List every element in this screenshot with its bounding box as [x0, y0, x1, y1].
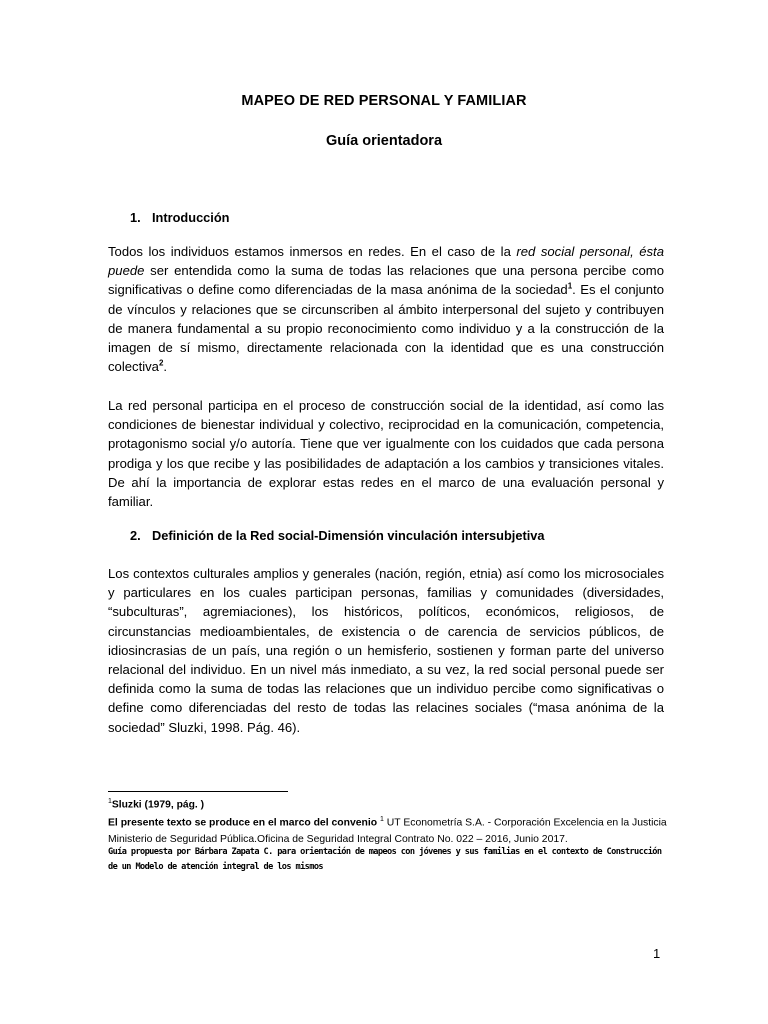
section-number: 2.	[130, 528, 141, 543]
footnote-mark: 1	[379, 816, 384, 823]
section-heading-introduccion	[130, 210, 230, 225]
paragraph-text: Todos los individuos estamos inmersos en redes. En el caso de la	[108, 244, 517, 259]
section-title: Introducción	[152, 210, 230, 225]
footnote-ref: 1	[567, 282, 573, 292]
document-title: MAPEO DE RED PERSONAL Y FAMILIAR	[241, 93, 527, 109]
page-number: 1	[653, 946, 661, 961]
footnote-3: Guía propuesta por Bárbara Zapata C. para orientación de mapeos con jóvenes y sus familias en el contexto de Construcción de un Modelo de atención integral de los mismos	[108, 847, 662, 872]
document-subtitle: Guía orientadora	[325, 133, 443, 149]
footnote-mark: 1	[108, 798, 112, 805]
paragraph-italic-text: red social personal, ésta puede	[108, 244, 664, 279]
footnote-text: Sluzki (1979, pág. )	[111, 799, 205, 811]
footnote-separator	[108, 791, 288, 792]
footnote-text: UT Econometría S.A. - Corporación Excelencia en la Justicia Ministerio de Seguridad Pública.Oficina de Seguridad Integral Contrato No. 022 – 2016, Junio 2017.	[108, 817, 667, 845]
footnote-bold-text: El presente texto se produce en el marco del convenio	[108, 817, 378, 829]
paragraph-definicion-1: Los contextos culturales amplios y generales (nación, región, etnia) así como los microsociales y particulares en los cuales participan personas, familias y comunidades (diversidades, “subculturas”, agremiaciones), los históricos, políticos, económicos, religiosos, de circunstancias medioambientales, de existencia o de carencia de servicios públicos, de idiosincrasias de un país, una región o un hemisferio, sostienen y forman parte del universo relacional del individuo. En un nivel más inmediato, a su vez, la red social personal puede ser definida como la suma de todas las relaciones que un individuo percibe como significativas o define como diferenciadas del resto de todas las relacines sociales (“masa anónima de la sociedad” Sluzki, 1998. Pág. 46).	[108, 566, 664, 735]
footnote-ref: 2	[158, 358, 164, 368]
footnote-1	[108, 798, 668, 810]
paragraph-text: . Es el conjunto de vínculos y relaciones que se circunscriben al ámbito interpersonal del sujeto y contribuyen de manera fundamental a su propio reconocimiento como individuo y a la construcción de la imagen de sí mismo, directamente relacionada con la identidad que es una construcción colectiva	[108, 282, 664, 375]
paragraph-text: ser entendida como la suma de todas las relaciones que una persona percibe como significativas o define como diferenciadas de la masa anónima de la sociedad	[108, 263, 664, 298]
section-heading-definicion	[130, 528, 545, 543]
paragraph-intro-1	[108, 242, 664, 376]
paragraph-text: .	[163, 359, 168, 375]
section-number: 1.	[130, 210, 141, 225]
footnote-2	[108, 812, 668, 848]
section-title: Definición de la Red social-Dimensión vinculación intersubjetiva	[152, 528, 545, 543]
paragraph-intro-2: La red personal participa en el proceso de construcción social de la identidad, así como las condiciones de bienestar individual y colectivo, reciprocidad en la comunicación, competencia, protagonismo social y/o autoría. Tiene que ver igualmente con los cuidados que cada persona prodiga y los que recibe y las posibilidades de adaptación a los cambios y transiciones vitales. De ahí la importancia de explorar estas redes en el marco de una evaluación personal y familiar.	[108, 398, 664, 510]
